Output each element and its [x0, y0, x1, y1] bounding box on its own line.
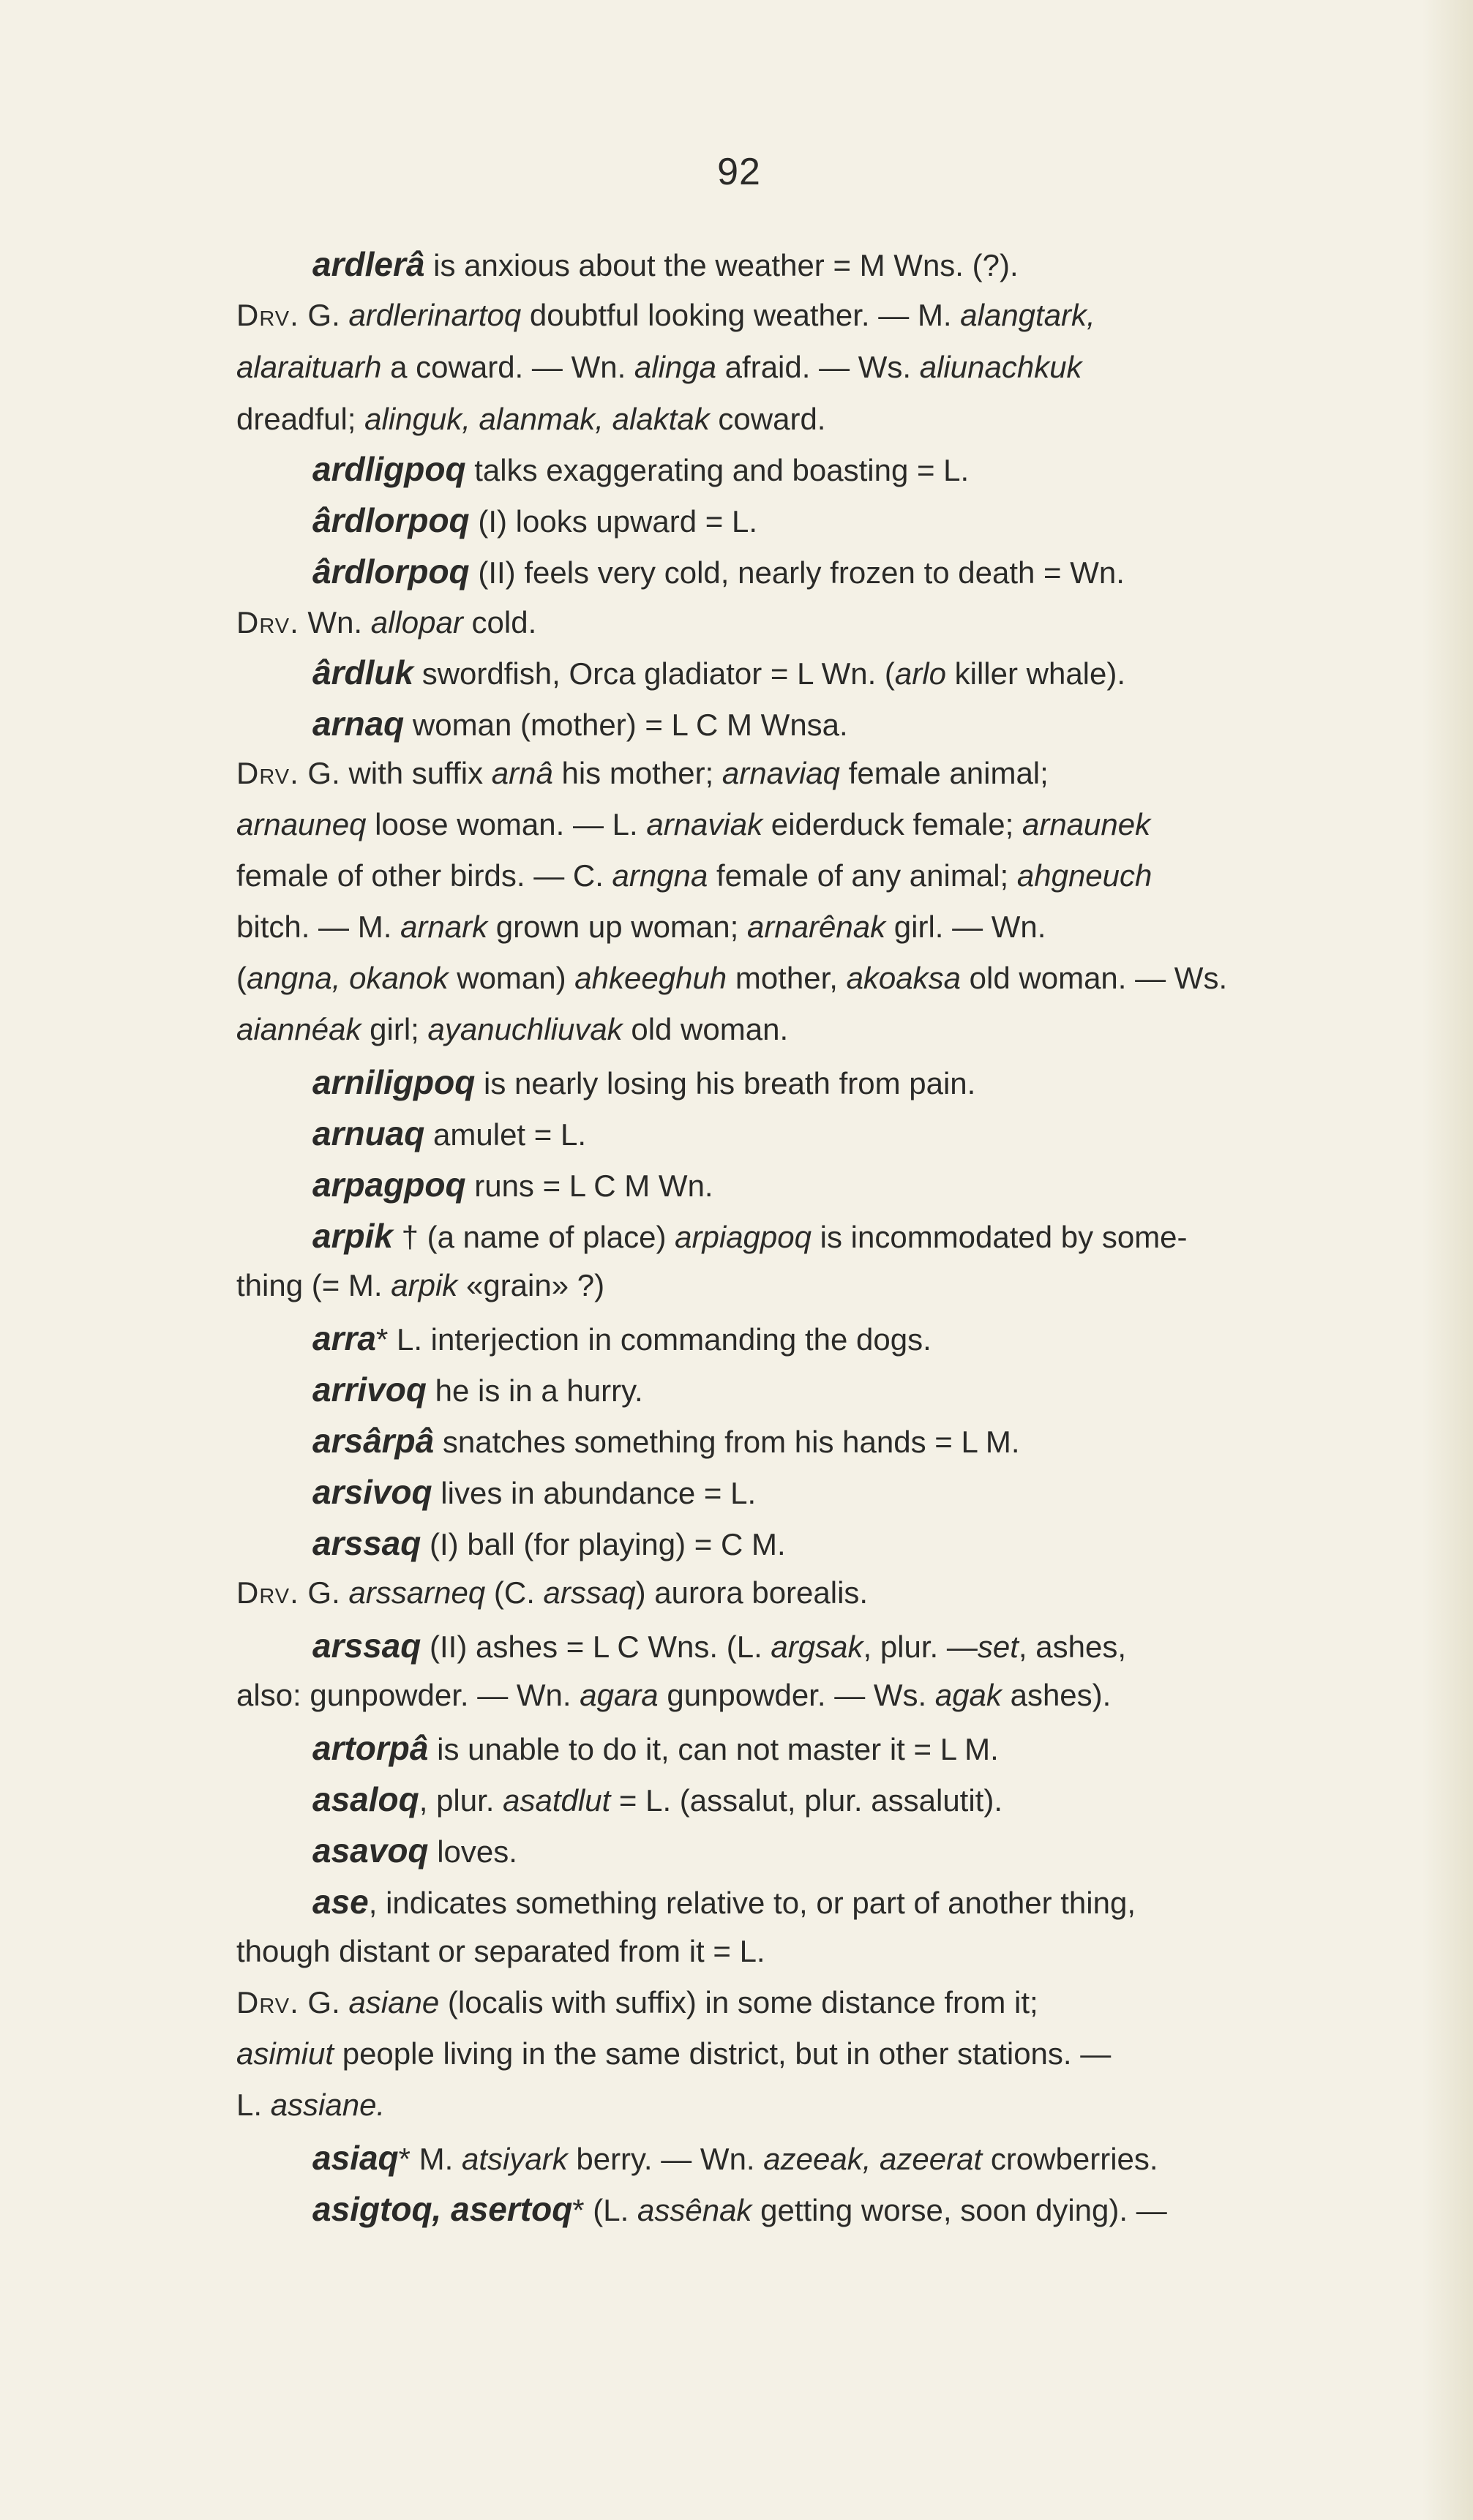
italic-term: arnark	[400, 910, 488, 944]
entry-continuation-line	[236, 860, 1152, 891]
entry-text: old woman. — Ws.	[961, 961, 1228, 995]
italic-term: asiane	[348, 1985, 440, 2020]
entry-text: girl. — Wn.	[885, 910, 1046, 944]
entry-text: (I) ball (for playing) = C M.	[421, 1527, 786, 1561]
italic-term: agak	[934, 1678, 1002, 1712]
entry-text: , plur.	[419, 1783, 503, 1818]
entry-text: dreadful;	[236, 402, 365, 436]
entry-line	[312, 2141, 1158, 2175]
entry-text: afraid. — Ws.	[716, 350, 920, 384]
headword: arssaq	[312, 1627, 421, 1665]
headword: artorpâ	[312, 1729, 429, 1767]
derivation-label: Drv.	[236, 756, 299, 790]
entry-continuation-line	[236, 1936, 765, 1967]
entry-text: people living in the same district, but in other stations. —	[334, 2036, 1112, 2071]
headword: arsârpâ	[312, 1422, 435, 1460]
derivation-label: Drv.	[236, 1575, 299, 1610]
entry-text: getting worse, soon dying). —	[752, 2193, 1167, 2227]
entry-text: he is in a hurry.	[426, 1373, 643, 1408]
entry-text: G.	[299, 1575, 349, 1610]
entry-continuation-line	[236, 809, 1150, 840]
entry-text: loves.	[428, 1834, 517, 1869]
headword: asavoq	[312, 1831, 429, 1870]
italic-term: allopar	[370, 605, 463, 640]
entry-text: grown up woman;	[487, 910, 747, 944]
headword: ârdlorpoq	[312, 501, 470, 539]
entry-continuation-line	[236, 1270, 604, 1301]
headword: asaloq	[312, 1780, 419, 1818]
entry-text: female of any animal;	[708, 858, 1017, 893]
derivation-label: Drv.	[236, 298, 299, 332]
entry-text: swordfish, Orca gladiator = L Wn. (	[413, 656, 895, 691]
entry-line	[312, 1424, 1020, 1458]
entry-continuation-line	[236, 404, 825, 435]
italic-term: arpiagpoq	[675, 1220, 812, 1254]
entry-text: crowberries.	[982, 2142, 1158, 2176]
italic-term: alinga	[634, 350, 717, 384]
entry-text: * L. interjection in commanding the dogs.	[375, 1322, 932, 1357]
entry-line	[312, 2192, 1167, 2226]
headword: arrivoq	[312, 1370, 427, 1409]
entry-text: = L. (assalut, plur. assalutit).	[610, 1783, 1002, 1818]
entry-line	[312, 705, 848, 743]
headword: arsivoq	[312, 1473, 432, 1511]
entry-text: G.	[299, 1985, 349, 2020]
page-edge-shadow	[1422, 0, 1473, 2520]
entry-text: «grain» ?)	[457, 1268, 605, 1302]
entry-text: , indicates something relative to, or part of another thing,	[368, 1886, 1136, 1920]
entry-line	[312, 1321, 932, 1355]
italic-term: asimiut	[236, 2036, 334, 2071]
entry-continuation-line	[236, 352, 1082, 383]
entry-continuation-line	[236, 1680, 1111, 1711]
entry-text: coward.	[709, 402, 826, 436]
entry-text: ashes).	[1001, 1678, 1112, 1712]
italic-term: alaraituarh	[236, 350, 382, 384]
italic-term: ahgneuch	[1016, 858, 1152, 893]
italic-term: aiannéak	[236, 1012, 361, 1046]
entry-text: female of other birds. — C.	[236, 858, 612, 893]
entry-text: female animal;	[840, 756, 1049, 790]
entry-text: doubtful looking weather. — M.	[521, 298, 961, 332]
italic-term: assênak	[637, 2193, 752, 2227]
entry-text: Wn.	[299, 605, 371, 640]
entry-line	[312, 452, 969, 486]
entry-text: bitch. — M.	[236, 910, 401, 944]
entry-line	[312, 1885, 1136, 1919]
entry-line	[312, 1627, 1127, 1665]
entry-line	[312, 1114, 586, 1152]
italic-term: arngna	[612, 858, 708, 893]
derivation-label: Drv.	[236, 1985, 299, 2020]
headword: ârdlorpoq	[312, 552, 470, 590]
entry-line	[312, 552, 1125, 590]
italic-term: alinguk, alanmak, alaktak	[364, 402, 710, 436]
entry-text: gunpowder. — Ws.	[658, 1678, 935, 1712]
entry-line	[312, 503, 757, 537]
entry-line	[312, 1782, 1002, 1816]
entry-text: (C.	[485, 1575, 544, 1610]
headword: ardlerâ	[312, 245, 425, 283]
italic-term: set	[977, 1630, 1019, 1664]
entry-text: G.	[299, 298, 349, 332]
entry-text: his mother;	[552, 756, 722, 790]
entry-text: girl;	[361, 1012, 428, 1046]
italic-term: arnaviaq	[721, 756, 841, 790]
entry-text: † (a name of place)	[392, 1220, 675, 1254]
entry-line	[312, 1166, 713, 1204]
entry-text: loose woman. — L.	[366, 807, 647, 841]
italic-term: assiane.	[270, 2088, 386, 2122]
italic-term: arnâ	[491, 756, 553, 790]
entry-line	[312, 1475, 756, 1509]
headword: arniligpoq	[312, 1063, 476, 1101]
italic-term: akoaksa	[846, 961, 962, 995]
entry-text: cold.	[462, 605, 537, 640]
entry-continuation-line	[236, 1014, 788, 1045]
italic-term: argsak	[771, 1630, 863, 1664]
entry-text: * (L.	[572, 2193, 637, 2227]
entry-text: woman (mother) = L C M Wnsa.	[404, 708, 848, 742]
entry-text: (localis with suffix) in some distance from it;	[439, 1985, 1038, 2020]
italic-term: arssaq	[543, 1575, 636, 1610]
italic-term: arnauneq	[236, 807, 367, 841]
italic-term: arnaunek	[1022, 807, 1151, 841]
entry-line	[312, 247, 1019, 281]
entry-text: talks exaggerating and boasting = L.	[465, 453, 970, 487]
entry-line	[312, 1219, 1188, 1253]
entry-text: G. with suffix	[299, 756, 492, 790]
entry-text: old woman.	[622, 1012, 789, 1046]
italic-term: ahkeeghuh	[574, 961, 727, 995]
entry-continuation-line	[236, 963, 1227, 994]
italic-term: azeeak, azeerat	[763, 2142, 983, 2176]
entry-continuation-line	[236, 607, 536, 638]
entry-continuation-line	[236, 2090, 385, 2120]
derivation-label: Drv.	[236, 605, 299, 640]
italic-term: arnaviak	[646, 807, 763, 841]
entry-text: (	[236, 961, 247, 995]
entry-line	[312, 1526, 786, 1560]
entry-text: killer whale).	[945, 656, 1126, 691]
entry-text: snatches something from his hands = L M.	[434, 1425, 1020, 1459]
entry-text: L.	[236, 2088, 271, 2122]
entry-text: also: gunpowder. — Wn.	[236, 1678, 580, 1712]
italic-term: arnarênak	[746, 910, 886, 944]
entry-text: , plur. —	[863, 1630, 978, 1664]
headword: ârdluk	[312, 653, 414, 691]
italic-term: agara	[580, 1678, 659, 1712]
entry-text: (II) ashes = L C Wns. (L.	[421, 1630, 771, 1664]
italic-term: atsiyark	[461, 2142, 568, 2176]
italic-term: angna, okanok	[247, 961, 449, 995]
italic-term: arssarneq	[348, 1575, 486, 1610]
entry-continuation-line	[236, 758, 1049, 789]
headword: ardligpoq	[312, 450, 466, 488]
entry-continuation-line	[236, 912, 1046, 942]
entry-text: eiderduck female;	[762, 807, 1022, 841]
entry-line	[312, 653, 1126, 691]
headword: arnuaq	[312, 1114, 425, 1152]
entry-text: (I) looks upward = L.	[469, 504, 758, 539]
headword: ase	[312, 1883, 369, 1921]
page-number: 92	[717, 151, 761, 193]
headword: arpagpoq	[312, 1166, 466, 1204]
entry-continuation-line	[236, 300, 1095, 331]
italic-term: aliunachkuk	[919, 350, 1082, 384]
headword: arpik	[312, 1217, 393, 1255]
italic-term: arlo	[894, 656, 946, 691]
entry-continuation-line	[236, 2036, 1112, 2071]
entry-text: thing (= M.	[236, 1268, 391, 1302]
headword: arssaq	[312, 1524, 421, 1562]
entry-text: lives in abundance = L.	[432, 1476, 757, 1510]
entry-text: berry. — Wn.	[567, 2142, 764, 2176]
entry-line	[312, 1065, 975, 1099]
entry-line	[312, 1370, 643, 1409]
entry-text: mother,	[727, 961, 847, 995]
entry-text: runs = L C M Wn.	[465, 1169, 713, 1203]
italic-term: asatdlut	[503, 1783, 611, 1818]
entry-text: though distant or separated from it = L.	[236, 1934, 765, 1968]
italic-term: alangtark,	[960, 298, 1095, 332]
entry-text: , ashes,	[1018, 1630, 1127, 1664]
entry-text: a coward. — Wn.	[381, 350, 634, 384]
italic-term: ardlerinartoq	[348, 298, 522, 332]
entry-text: ) aurora borealis.	[635, 1575, 869, 1610]
italic-term: arpik	[391, 1268, 458, 1302]
headword: arra	[312, 1319, 376, 1357]
headword: arnaq	[312, 705, 405, 743]
entry-continuation-line	[236, 1987, 1038, 2018]
headword: asiaq	[312, 2139, 399, 2177]
entry-text: is nearly losing his breath from pain.	[475, 1066, 976, 1100]
entry-text: amulet = L.	[424, 1117, 586, 1152]
entry-text: is unable to do it, can not master it = L M.	[428, 1732, 999, 1766]
entry-line	[312, 1831, 517, 1870]
entry-continuation-line	[236, 1575, 869, 1610]
entry-line	[312, 1731, 999, 1765]
headword: asigtoq, asertoq	[312, 2190, 573, 2228]
entry-text: is incommodated by some-	[811, 1220, 1188, 1254]
entry-text: is anxious about the weather = M Wns. (?).	[424, 248, 1019, 282]
entry-text: * M.	[398, 2142, 462, 2176]
entry-text: woman)	[448, 961, 575, 995]
entry-text: (II) feels very cold, nearly frozen to death = Wn.	[469, 555, 1125, 590]
italic-term: ayanuchliuvak	[427, 1012, 623, 1046]
